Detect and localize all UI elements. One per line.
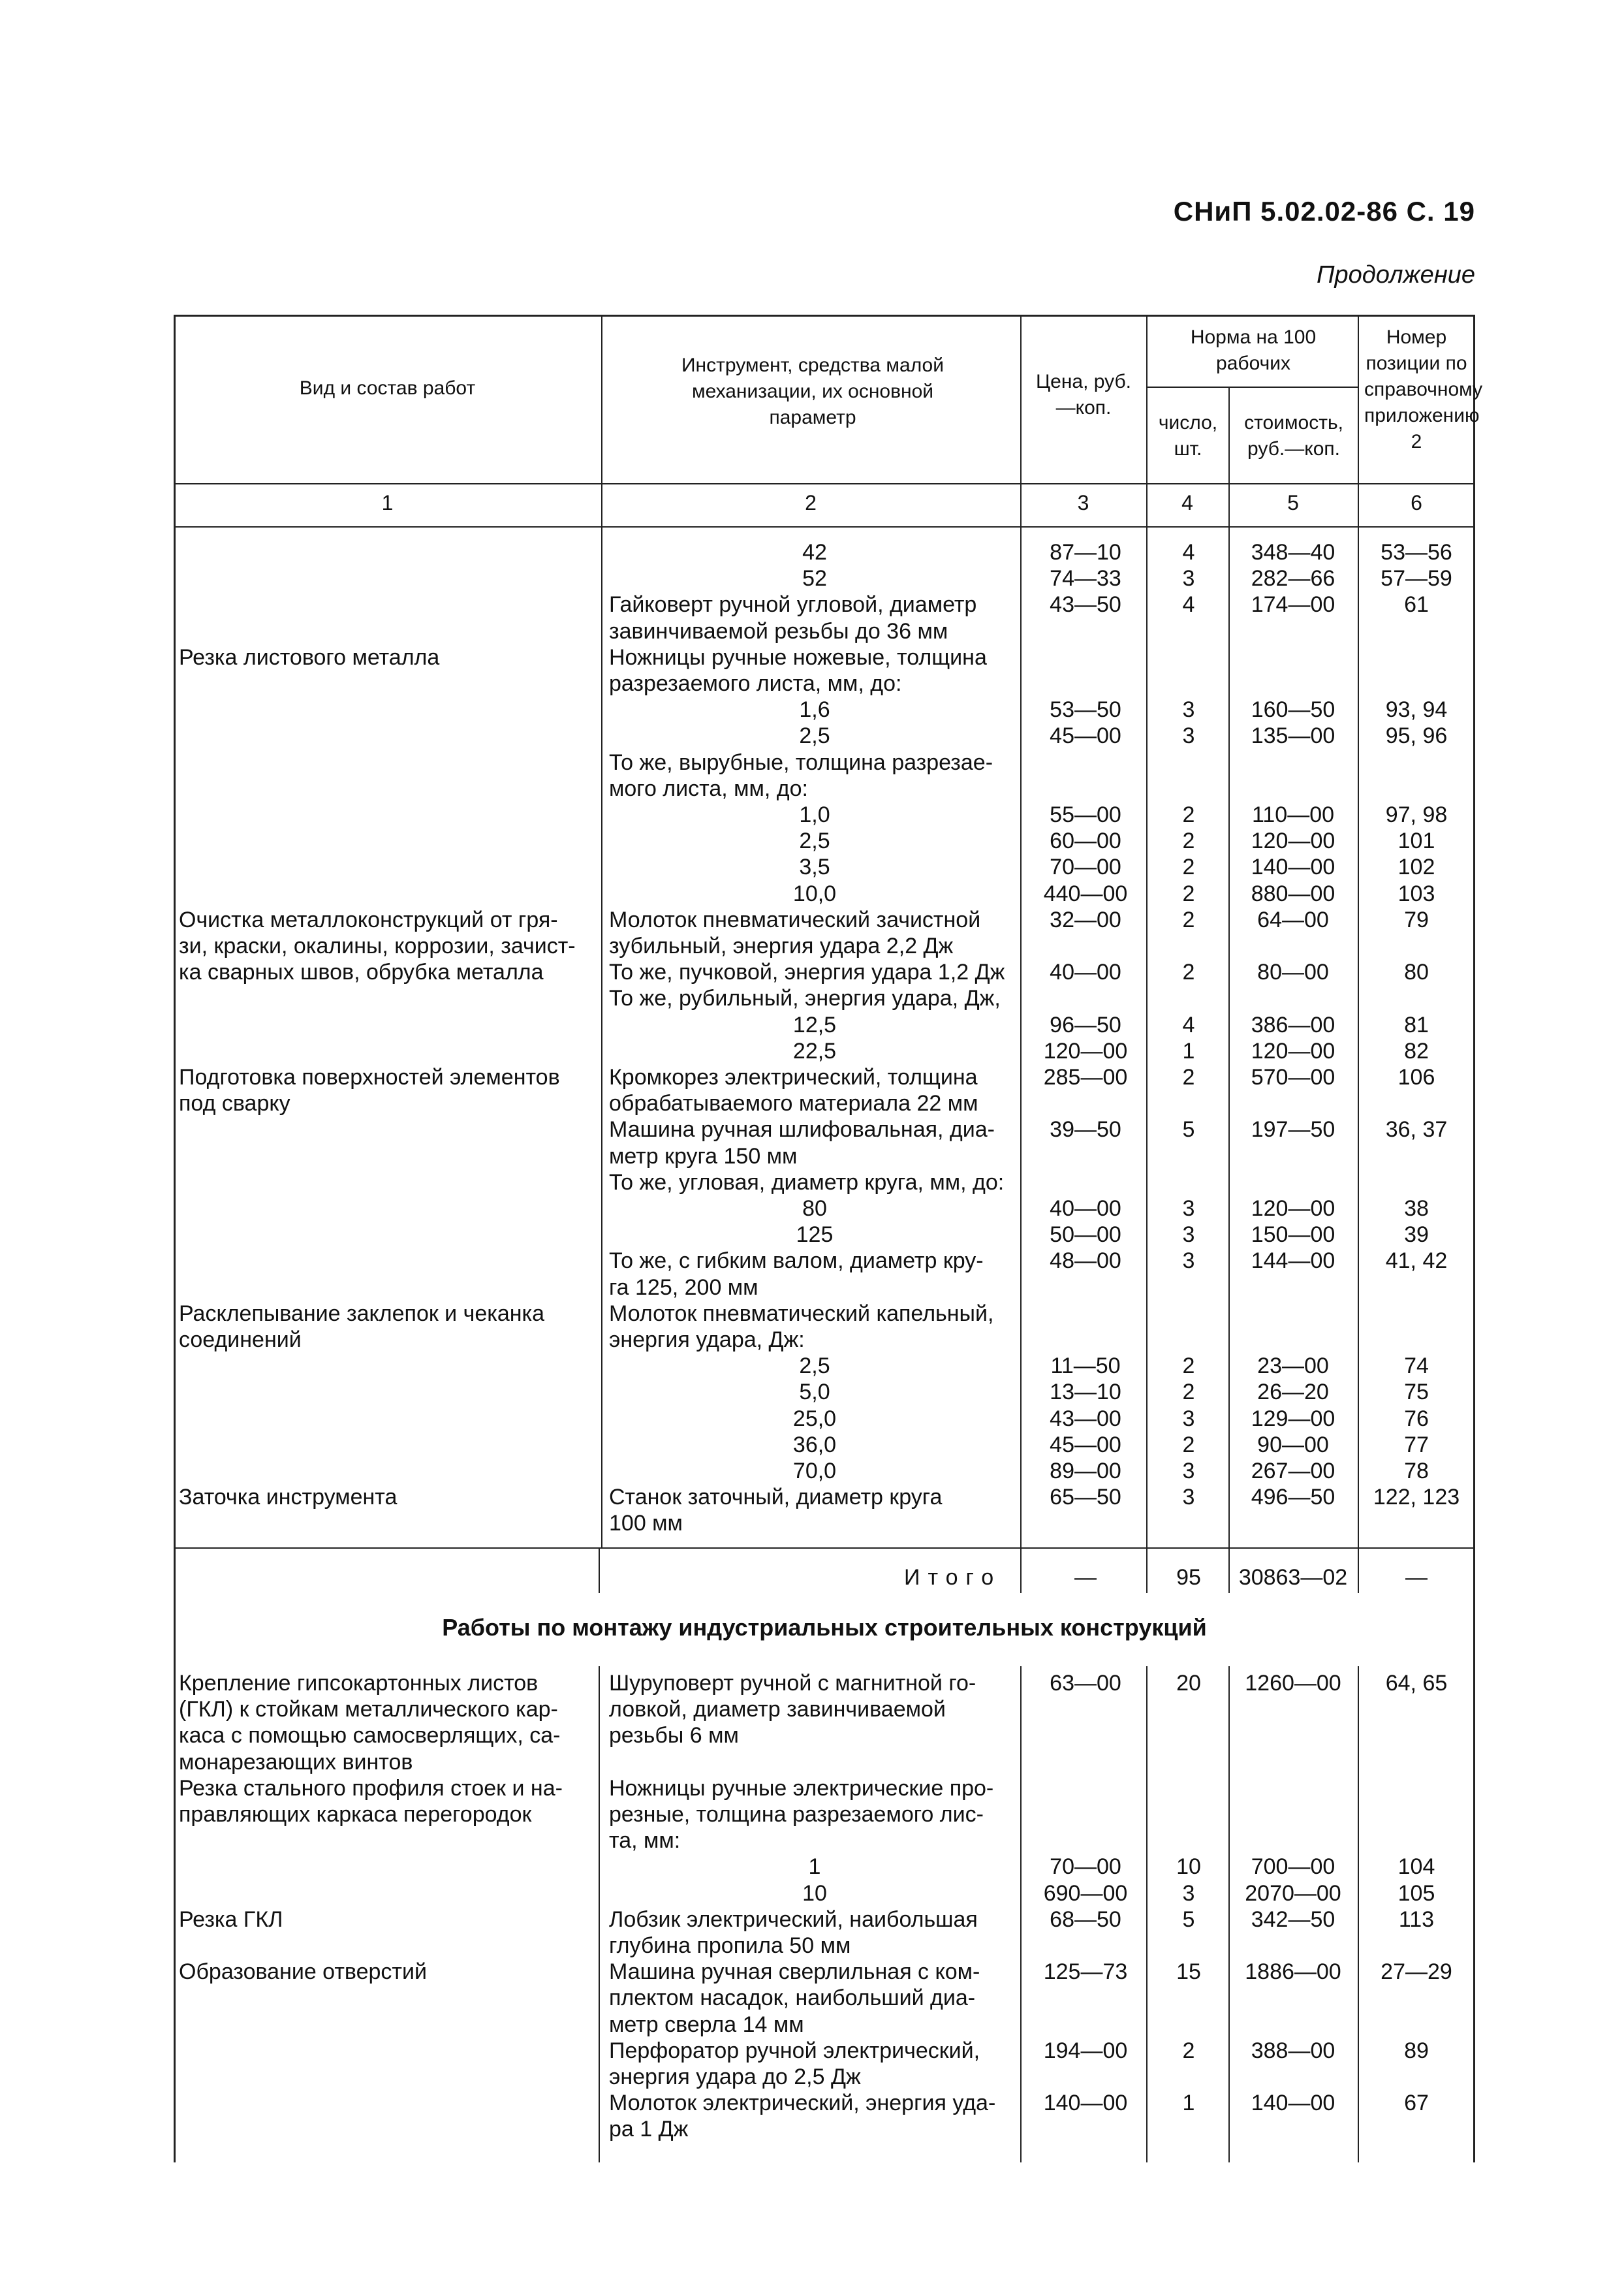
count-cell: 3	[1182, 1459, 1195, 1483]
count-cell: 2	[1182, 907, 1195, 932]
cost-cell: 700—00	[1251, 1854, 1335, 1880]
table-row	[0, 1012, 1624, 1038]
position-cell: 39	[1404, 1222, 1429, 1248]
position-cell: 53—56	[1381, 540, 1452, 565]
tool-cell: разрезаемого листа, мм, до:	[609, 671, 902, 696]
position-cell: 76	[1404, 1406, 1429, 1431]
cost-cell: 64—00	[1257, 907, 1329, 932]
table-row	[0, 1906, 1624, 1933]
tool-cell: 5,0	[799, 1380, 830, 1405]
table-row	[0, 1222, 1624, 1248]
price-cell: 89—00	[1050, 1459, 1121, 1483]
price-cell: 440—00	[1043, 881, 1128, 906]
price-cell: 40—00	[1050, 1196, 1121, 1221]
table-row	[0, 959, 1624, 985]
position-cell: 80	[1404, 960, 1429, 985]
table-row	[0, 618, 1624, 644]
price-cell: 13—10	[1050, 1380, 1121, 1405]
tool-cell: 3,5	[799, 855, 830, 880]
table-row	[0, 802, 1624, 828]
cost-cell: 160—50	[1251, 697, 1335, 723]
tool-cell: То же, вырубные, толщина разрезае-	[609, 750, 993, 775]
position-cell: 101	[1398, 829, 1435, 854]
tool-cell: плектом насадок, наибольший диа-	[609, 1985, 976, 2011]
tool-cell: Ножницы ручные ножевые, толщина	[609, 644, 987, 670]
work-type-cell: Резка стального профиля стоек и на-	[179, 1775, 563, 1801]
price-cell: 68—50	[1050, 1906, 1121, 1932]
cost-cell: 135—00	[1251, 723, 1335, 749]
tool-cell: 100 мм	[609, 1511, 683, 1536]
cost-cell: 348—40	[1251, 540, 1335, 565]
work-type-cell: Образование отверстий	[179, 1959, 427, 1985]
price-cell: 55—00	[1050, 802, 1121, 827]
table-row	[0, 1406, 1624, 1432]
col-number-2: 2	[805, 491, 817, 514]
position-cell: 57—59	[1381, 566, 1452, 592]
tool-cell: глубина пропила 50 мм	[609, 1933, 851, 1958]
position-cell: 61	[1404, 592, 1429, 618]
total-position: —	[1405, 1565, 1428, 1590]
tool-cell: То же, угловая, диаметр круга, мм, до:	[609, 1169, 1005, 1195]
position-cell: 38	[1404, 1196, 1429, 1221]
tool-cell: 2,5	[799, 723, 830, 749]
table-row	[0, 671, 1624, 697]
position-cell: 105	[1398, 1880, 1435, 1906]
price-cell: 53—50	[1050, 697, 1121, 723]
cost-cell: 282—66	[1251, 566, 1335, 592]
count-cell: 3	[1182, 1222, 1195, 1248]
position-cell: 77	[1404, 1432, 1429, 1457]
price-cell: 43—00	[1050, 1406, 1121, 1431]
price-cell: 32—00	[1050, 907, 1121, 932]
position-cell: 95, 96	[1385, 723, 1448, 749]
table-row	[0, 2116, 1624, 2142]
table-row	[0, 1090, 1624, 1116]
table-row	[0, 776, 1624, 802]
count-cell: 2	[1182, 2038, 1195, 2063]
price-cell: 87—10	[1050, 540, 1121, 565]
tool-cell: Перфоратор ручной электрический,	[609, 2038, 980, 2063]
count-cell: 3	[1182, 697, 1195, 723]
table-row	[0, 1775, 1624, 1801]
tool-cell: завинчиваемой резьбы до 36 мм	[609, 618, 948, 644]
table-row	[0, 1854, 1624, 1880]
price-cell: 43—50	[1050, 592, 1121, 618]
col-number-6: 6	[1411, 491, 1422, 514]
col-number-1: 1	[381, 491, 394, 514]
work-type-cell: каса с помощью самосверлящих, са-	[179, 1723, 561, 1748]
tool-cell: Молоток электрический, энергия уда-	[609, 2091, 996, 2116]
table-row	[0, 1510, 1624, 1536]
work-type-cell: под сварку	[179, 1091, 290, 1116]
cost-cell: 140—00	[1251, 855, 1335, 880]
document-header-code: СНиП 5.02.02-86 С. 19	[1173, 196, 1475, 227]
table-row	[0, 1301, 1624, 1327]
price-cell: 40—00	[1050, 960, 1121, 985]
tool-cell: 1	[808, 1854, 821, 1880]
count-cell: 20	[1176, 1671, 1201, 1696]
total-price: —	[1074, 1565, 1097, 1590]
tool-cell: га 125, 200 мм	[609, 1274, 758, 1300]
work-type-cell: Резка ГКЛ	[179, 1906, 283, 1932]
price-cell: 48—00	[1050, 1248, 1121, 1274]
header-cost: стоимость, руб.—коп.	[1244, 412, 1343, 460]
cost-cell: 342—50	[1251, 1906, 1335, 1932]
tool-cell: 10,0	[792, 881, 837, 906]
count-cell: 2	[1182, 960, 1195, 985]
work-type-cell: Крепление гипсокартонных листов	[179, 1671, 539, 1696]
cost-cell: 80—00	[1257, 960, 1329, 985]
tool-cell: Шуруповерт ручной с магнитной го-	[609, 1671, 976, 1696]
table-row	[0, 1248, 1624, 1274]
tool-cell: Кромкорез электрический, толщина	[609, 1065, 978, 1090]
position-cell: 41, 42	[1385, 1248, 1448, 1274]
price-cell: 70—00	[1050, 1854, 1121, 1880]
table-row	[0, 1038, 1624, 1064]
price-cell: 50—00	[1050, 1222, 1121, 1248]
count-cell: 3	[1182, 1406, 1195, 1431]
table-row	[0, 1484, 1624, 1510]
count-cell: 3	[1182, 723, 1195, 749]
position-cell: 79	[1404, 907, 1429, 932]
cost-cell: 386—00	[1251, 1012, 1335, 1037]
total-row	[0, 1564, 1624, 1590]
table-row	[0, 1458, 1624, 1484]
tool-cell: 1,0	[799, 802, 830, 827]
table-row	[0, 881, 1624, 907]
position-cell: 103	[1398, 881, 1435, 906]
tool-cell: 22,5	[792, 1038, 837, 1064]
work-type-cell: Заточка инструмента	[179, 1485, 398, 1510]
count-cell: 15	[1176, 1959, 1201, 1985]
work-type-cell: (ГКЛ) к стойкам металлического кар-	[179, 1697, 558, 1722]
position-cell: 27—29	[1381, 1959, 1452, 1985]
price-cell: 45—00	[1050, 1432, 1121, 1457]
count-cell: 2	[1182, 1380, 1195, 1405]
tool-cell: метр круга 150 мм	[609, 1143, 798, 1169]
table-row	[0, 1379, 1624, 1405]
count-cell: 3	[1182, 1880, 1195, 1906]
tool-cell: энергия удара до 2,5 Дж	[609, 2064, 861, 2089]
cost-cell: 880—00	[1251, 881, 1335, 906]
table-row	[0, 644, 1624, 671]
tool-cell: 2,5	[799, 829, 830, 854]
tool-cell: Ножницы ручные электрические про-	[609, 1775, 994, 1801]
continuation-label: Продолжение	[1317, 261, 1475, 289]
tool-cell: резные, толщина разрезаемого лис-	[609, 1802, 984, 1827]
header-price: Цена, руб.—коп.	[1035, 371, 1131, 419]
total-top-rule	[174, 1547, 1475, 1549]
price-cell: 120—00	[1043, 1038, 1128, 1064]
tool-cell: резьбы 6 мм	[609, 1723, 739, 1748]
tool-cell: ловкой, диаметр завинчиваемой	[609, 1697, 946, 1722]
table-row	[0, 539, 1624, 565]
table-row	[0, 1169, 1624, 1195]
header-tool: Инструмент, средства малой механизации, их основной параметр	[681, 355, 944, 428]
tool-cell: Станок заточный, диаметр круга	[609, 1485, 943, 1510]
position-cell: 67	[1404, 2091, 1429, 2116]
table-row	[0, 907, 1624, 933]
tool-cell: 42	[802, 540, 827, 565]
table-row	[0, 933, 1624, 959]
table-row	[0, 828, 1624, 854]
tool-cell: 80	[802, 1196, 827, 1221]
column-number-rule	[174, 526, 1475, 528]
header-work-type: Вид и состав работ	[299, 377, 476, 399]
tool-cell: мого листа, мм, до:	[609, 776, 808, 801]
position-cell: 93, 94	[1385, 697, 1448, 723]
table-row	[0, 985, 1624, 1011]
tool-cell: Машина ручная шлифовальная, диа-	[609, 1117, 995, 1143]
price-cell: 690—00	[1043, 1880, 1128, 1906]
tool-cell: Молоток пневматический зачистной	[609, 907, 981, 932]
table-row	[0, 1116, 1624, 1143]
table-row	[0, 1985, 1624, 2011]
table-row	[0, 1432, 1624, 1458]
total-cost: 30863—02	[1238, 1565, 1348, 1590]
cost-cell: 1886—00	[1245, 1959, 1341, 1985]
position-cell: 81	[1404, 1012, 1429, 1037]
tool-cell: 1,6	[799, 697, 830, 723]
count-cell: 3	[1182, 1196, 1195, 1221]
table-row	[0, 2090, 1624, 2116]
tool-cell: 12,5	[792, 1012, 837, 1037]
table-row	[0, 723, 1624, 749]
tool-cell: зубильный, энергия удара 2,2 Дж	[609, 934, 954, 958]
price-cell: 11—50	[1050, 1353, 1121, 1379]
tool-cell: 2,5	[799, 1353, 830, 1379]
tool-cell: ра 1 Дж	[609, 2117, 689, 2142]
tool-cell: 10	[802, 1880, 827, 1906]
work-type-cell: соединений	[179, 1327, 302, 1352]
price-cell: 70—00	[1050, 855, 1121, 880]
tool-cell: 70,0	[792, 1459, 837, 1483]
position-cell: 104	[1398, 1854, 1435, 1880]
work-type-cell: зи, краски, окалины, коррозии, зачист-	[179, 934, 576, 958]
work-type-cell: ка сварных швов, обрубка металла	[179, 960, 544, 985]
header-norm-group: Норма на 100 рабочих	[1190, 326, 1317, 374]
table-row	[0, 1749, 1624, 1775]
header-bottom-rule	[174, 483, 1475, 484]
total-label: Итого	[904, 1565, 1002, 1590]
count-cell: 5	[1182, 1906, 1195, 1932]
cost-cell: 90—00	[1257, 1432, 1329, 1457]
table-row	[0, 1327, 1624, 1353]
count-cell: 4	[1182, 592, 1195, 618]
work-type-cell: монарезающих винтов	[179, 1749, 413, 1775]
price-cell: 96—50	[1050, 1012, 1121, 1037]
cost-cell: 197—50	[1251, 1117, 1335, 1143]
table-row	[0, 2012, 1624, 2038]
position-cell: 113	[1398, 1906, 1435, 1932]
table-row	[0, 1696, 1624, 1722]
cost-cell: 570—00	[1251, 1065, 1335, 1090]
table-row	[0, 1195, 1624, 1222]
work-type-cell: Расклепывание заклепок и чеканка	[179, 1301, 545, 1326]
price-cell: 194—00	[1043, 2038, 1128, 2063]
position-cell: 82	[1404, 1038, 1429, 1064]
count-cell: 3	[1182, 1485, 1195, 1510]
price-cell: 140—00	[1043, 2091, 1128, 2116]
count-cell: 2	[1182, 829, 1195, 854]
table-row	[0, 1064, 1624, 1090]
table-row	[0, 1959, 1624, 1985]
tool-cell: 125	[796, 1222, 834, 1248]
count-cell: 2	[1182, 1432, 1195, 1457]
position-cell: 78	[1404, 1459, 1429, 1483]
price-cell: 65—50	[1050, 1485, 1121, 1510]
cost-cell: 120—00	[1251, 1196, 1335, 1221]
table-row	[0, 2038, 1624, 2064]
position-cell: 97, 98	[1385, 802, 1448, 827]
count-cell: 3	[1182, 1248, 1195, 1274]
cost-cell: 129—00	[1251, 1406, 1335, 1431]
count-cell: 2	[1182, 802, 1195, 827]
tool-cell: 36,0	[792, 1432, 837, 1457]
table-row	[0, 592, 1624, 618]
tool-cell: та, мм:	[609, 1828, 681, 1854]
table-row	[0, 1670, 1624, 1696]
table-row	[0, 2064, 1624, 2090]
work-type-cell: правляющих каркаса перегородок	[179, 1802, 532, 1827]
table-row	[0, 1880, 1624, 1906]
tool-cell: Лобзик электрический, наибольшая	[609, 1906, 978, 1932]
tool-cell: Машина ручная сверлильная с ком-	[609, 1959, 980, 1985]
total-count: 95	[1176, 1565, 1201, 1590]
position-cell: 36, 37	[1385, 1117, 1448, 1143]
cost-cell: 150—00	[1251, 1222, 1335, 1248]
col-number-4: 4	[1181, 491, 1193, 514]
section-title: Работы по монтажу индустриальных строительных конструкций	[442, 1614, 1207, 1641]
price-cell: 125—73	[1043, 1959, 1128, 1985]
table-row	[0, 1353, 1624, 1379]
header-sub-divider	[1146, 387, 1359, 388]
col-number-5: 5	[1287, 491, 1299, 514]
position-cell: 64, 65	[1385, 1671, 1448, 1696]
table-row	[0, 697, 1624, 723]
cost-cell: 2070—00	[1245, 1880, 1341, 1906]
cost-cell: 267—00	[1251, 1459, 1335, 1483]
col-number-3: 3	[1077, 491, 1089, 514]
table-row	[0, 750, 1624, 776]
count-cell: 2	[1182, 1065, 1195, 1090]
count-cell: 1	[1182, 1038, 1195, 1064]
work-type-cell: Резка листового металла	[179, 644, 440, 670]
cost-cell: 110—00	[1251, 802, 1335, 827]
cost-cell: 120—00	[1251, 1038, 1335, 1064]
count-cell: 4	[1182, 540, 1195, 565]
count-cell: 3	[1182, 566, 1195, 592]
price-cell: 39—50	[1050, 1117, 1121, 1143]
cost-cell: 140—00	[1251, 2091, 1335, 2116]
cost-cell: 26—20	[1257, 1380, 1329, 1405]
work-type-cell: Очистка металлоконструкций от гря-	[179, 907, 558, 932]
tool-cell: 52	[802, 566, 827, 592]
table-row	[0, 1933, 1624, 1959]
table-row	[0, 565, 1624, 592]
position-cell: 89	[1404, 2038, 1429, 2063]
tool-cell: энергия удара, Дж:	[609, 1327, 805, 1352]
cost-cell: 120—00	[1251, 829, 1335, 854]
table-row	[0, 1801, 1624, 1827]
count-cell: 5	[1182, 1117, 1195, 1143]
price-cell: 285—00	[1043, 1065, 1128, 1090]
price-cell: 74—33	[1050, 566, 1121, 592]
count-cell: 10	[1176, 1854, 1201, 1880]
work-type-cell: Подготовка поверхностей элементов	[179, 1065, 560, 1090]
tool-cell: обрабатываемого материала 22 мм	[609, 1091, 978, 1116]
table-row	[0, 1274, 1624, 1301]
header-position: Номер позиции по справочному приложению 2	[1364, 326, 1483, 452]
count-cell: 4	[1182, 1012, 1195, 1037]
header-count: число, шт.	[1158, 412, 1218, 460]
position-cell: 106	[1398, 1065, 1435, 1090]
count-cell: 1	[1182, 2091, 1195, 2116]
price-cell: 63—00	[1050, 1671, 1121, 1696]
cost-cell: 1260—00	[1245, 1671, 1341, 1696]
tool-cell: То же, с гибким валом, диаметр кру-	[609, 1248, 984, 1274]
tool-cell: То же, пучковой, энергия удара 1,2 Дж	[609, 960, 1005, 985]
position-cell: 102	[1398, 855, 1435, 880]
position-cell: 122, 123	[1373, 1485, 1460, 1510]
tool-cell: 25,0	[792, 1406, 837, 1431]
cost-cell: 174—00	[1251, 592, 1335, 618]
table-row	[0, 1143, 1624, 1169]
table-row	[0, 854, 1624, 880]
cost-cell: 496—50	[1251, 1485, 1335, 1510]
count-cell: 2	[1182, 1353, 1195, 1379]
tool-cell: Гайковерт ручной угловой, диаметр	[609, 592, 977, 618]
cost-cell: 388—00	[1251, 2038, 1335, 2063]
price-cell: 60—00	[1050, 829, 1121, 854]
cost-cell: 23—00	[1257, 1353, 1329, 1379]
position-cell: 74	[1404, 1353, 1429, 1379]
table-row	[0, 1827, 1624, 1854]
tool-cell: метр сверла 14 мм	[609, 2012, 804, 2037]
cost-cell: 144—00	[1251, 1248, 1335, 1274]
count-cell: 2	[1182, 881, 1195, 906]
tool-cell: То же, рубильный, энергия удара, Дж,	[609, 986, 1001, 1011]
position-cell: 75	[1404, 1380, 1429, 1405]
table-row	[0, 1722, 1624, 1748]
count-cell: 2	[1182, 855, 1195, 880]
price-cell: 45—00	[1050, 723, 1121, 749]
tool-cell: Молоток пневматический капельный,	[609, 1301, 994, 1326]
